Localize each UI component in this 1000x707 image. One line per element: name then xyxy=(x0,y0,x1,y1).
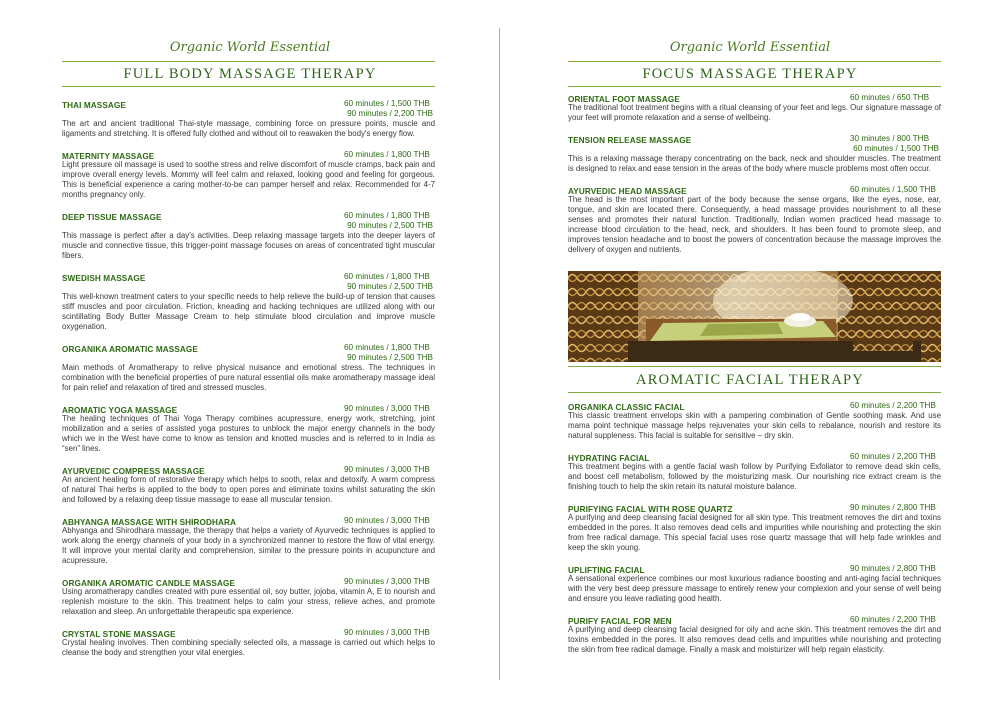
treatment-price: 60 minutes / 1,500 THB xyxy=(344,99,430,108)
treatment-item xyxy=(568,134,941,174)
treatment-description: This treatment begins with a gentle facial wash follow by Purifying Exfoliator to remove dead skin cells, and boost cell metabolism, followed by the moisturizing mask. Our nourishing rice extract cream is the finishing touch to help the skin retain its natural moisture balance. xyxy=(568,462,941,491)
treatment-name: UPLIFTING FACIAL xyxy=(568,566,645,575)
treatment-name: AROMATIC YOGA MASSAGE xyxy=(62,406,178,415)
treatment-name: PURIFY FACIAL FOR MEN xyxy=(568,617,672,626)
treatment-item xyxy=(568,503,941,553)
treatment-name: ORGANIKA AROMATIC CANDLE MASSAGE xyxy=(62,579,236,588)
treatment-header xyxy=(568,93,941,103)
treatment-description: This is a relaxing massage therapy concentrating on the back, neck and shoulder muscles. The treatment is designed to relax and ease tension in the areas of the body where muscle problems most often occur. xyxy=(568,154,941,173)
treatment-description: This massage is perfect after a day's activities. Deep relaxing massage targets into the deeper layers of muscle and connective tissue, this trigger-point massage focuses on areas of concentrated tight muscular fibers. xyxy=(62,231,435,260)
treatment-price: 90 minutes / 3,000 THB xyxy=(344,516,430,525)
treatment-description: A purifying and deep cleansing facial designed for all skin type. This treatment removes the dirt and toxins embedded in the pores. It also removes dead cells and impurities while nourishing and protecting the skin from free radical damage. This special facial uses rose quartz massage that will help fade wrinkles and keep the skin young. xyxy=(568,513,941,552)
spa-room-photo xyxy=(568,271,941,362)
treatment-name: AYURVEDIC HEAD MASSAGE xyxy=(568,187,687,196)
treatment-price: 60 minutes / 1,800 THB xyxy=(344,150,430,159)
treatment-description: The traditional foot treatment begins with a ritual cleansing of your feet and legs. Our signature massage of your feet will promote relaxation and a sense of wellbeing. xyxy=(568,103,941,122)
treatment-price-alt: 90 minutes / 2,500 THB xyxy=(347,353,433,362)
treatment-price: 30 minutes / 800 THB xyxy=(850,134,930,143)
treatment-name: ORGANIKA CLASSIC FACIAL xyxy=(568,403,685,412)
brand-script: Organic World Essential xyxy=(169,40,331,55)
treatment-name: ORIENTAL FOOT MASSAGE xyxy=(568,95,680,104)
treatment-description: A purifying and deep cleansing facial designed for oily and acne skin. This treatment removes the dirt and toxins embedded in the pores. It also removes dead cells and impurities while nourishing and protecting the skin from free radical damage. Finally a mask and moisturizer will help regain elasticity. xyxy=(568,625,941,654)
treatment-price: 60 minutes / 2,200 THB xyxy=(850,401,936,410)
treatment-description: Abhyanga and Shirodhara massage, the therapy that helps a variety of Ayurvedic techniques is applied to work along the energy channels of your body in a synchronized manner to restore the flow of vital energy. It will improve your mental clarity and comprehension, similar to the pressure points in acupuncture and acupressure. xyxy=(62,526,435,565)
treatment-name: MATERNITY MASSAGE xyxy=(62,152,155,161)
treatment-header xyxy=(568,134,941,144)
title-rule-bottom xyxy=(568,86,941,87)
treatment-price-alt: 90 minutes / 2,200 THB xyxy=(347,109,433,118)
treatment-description: Main methods of Aromatherapy to relive physical nuisance and emotional stress. The techniques in combination with the beneficial properties of pure natural essential oils make aromatherapy massage ideal for pain relief and relaxation of tired and stressed muscles. xyxy=(62,363,435,392)
treatment-description: Using aromatherapy candles created with pure essential oil, soy butter, jojoba, vitamin A, E to nourish and replenish moisture to the skin. This treatment helps to calm your stress, relieve aches, and promote relaxation and sleep. An unforgettable therapeutic spa experience. xyxy=(62,587,435,616)
treatment-price: 90 minutes / 3,000 THB xyxy=(344,628,430,637)
treatment-name: DEEP TISSUE MASSAGE xyxy=(62,213,162,222)
page-title: FULL BODY MASSAGE THERAPY xyxy=(123,66,377,82)
facial-title: AROMATIC FACIAL THERAPY xyxy=(636,372,864,388)
treatment-name: ABHYANGA MASSAGE WITH SHIRODHARA xyxy=(62,518,237,527)
treatment-description: The healing techniques of Thai Yoga Therapy combines acupressure, energy work, stretching, joint mobilization and a series of assisted yoga postures to unblock the major energy channels in the body which we in the West have come to know as tension and knotted muscles and is referred to in India as “sen” lines. xyxy=(62,414,435,453)
treatment-price: 90 minutes / 3,000 THB xyxy=(344,404,430,413)
treatment-name: HYDRATING FACIAL xyxy=(568,454,650,463)
treatment-price: 60 minutes / 1,800 THB xyxy=(344,272,430,281)
facial-rule-bottom xyxy=(568,392,941,393)
treatment-name: TENSION RELEASE MASSAGE xyxy=(568,136,692,145)
treatment-name: ORGANIKA AROMATIC MASSAGE xyxy=(62,345,198,354)
brand-script: Organic World Essential xyxy=(669,40,831,55)
treatment-price: 60 minutes / 1,500 THB xyxy=(850,185,936,194)
facial-list xyxy=(568,401,941,666)
treatment-name: THAI MASSAGE xyxy=(62,101,126,110)
treatment-name: PURIFYING FACIAL WITH ROSE QUARTZ xyxy=(568,505,733,514)
treatment-price-alt: 90 minutes / 2,500 THB xyxy=(347,282,433,291)
treatment-header xyxy=(568,401,941,411)
treatment-price: 60 minutes / 2,200 THB xyxy=(850,452,936,461)
treatment-description: A sensational experience combines our most luxurious radiance boosting and anti-aging facial techniques with the very best deep pressure massage to entirely renew your complexion and your sense of well being and ensure you leave radiating good health. xyxy=(568,574,941,603)
treatment-item xyxy=(568,185,941,255)
treatment-item xyxy=(568,615,941,655)
treatment-price: 90 minutes / 3,000 THB xyxy=(344,465,430,474)
treatment-price-alt: 60 minutes / 1,500 THB xyxy=(853,144,939,153)
treatment-header xyxy=(568,564,941,574)
treatment-header xyxy=(568,615,941,625)
treatment-description: An ancient healing form of restorative therapy which helps to sooth, relax and detoxify. A warm compress of natural Thai herbs is applied to the body to open pores and eliminate toxins whilst saturating the skin and followed by a relaxing deep tissue massage to ease all muscular tension. xyxy=(62,475,435,504)
treatment-description: Light pressure oil massage is used to soothe stress and relive discomfort of muscle cramps, back pain and improve overall energy levels. Mommy will feel calm and relaxed, looking good and feeling for gorgeous. This is beneficial experience a caring mother-to-be can pamper herself and relax. Recommended for 4-7 months pregnancy only. xyxy=(62,160,435,199)
treatment-price: 90 minutes / 2,800 THB xyxy=(850,503,936,512)
focus-list xyxy=(568,93,941,266)
treatment-item xyxy=(568,452,941,492)
treatment-description: This classic treatment envelops skin with a pampering combination of Gentle soothing mask. And use mama point technique massage helps rejuvenates your skin cells to rebalance, nourish and restore its natural suppleness. This facial is suitable for sensitive – dry skin. xyxy=(568,411,941,440)
facial-rule-top xyxy=(568,366,941,367)
treatment-item xyxy=(568,564,941,604)
title-rule-top xyxy=(568,61,941,62)
treatment-name: AYURVEDIC COMPRESS MASSAGE xyxy=(62,467,205,476)
treatment-description: This well-known treatment caters to your specific needs to help relieve the build-up of tension that causes stiff muscles and poor circulation. Friction, kneading and hacking techniques are utilized along with our scintillating Body Butter Massage Cream to help stimulate blood circulation and improve muscle oxygenation. xyxy=(62,292,435,331)
treatment-price: 60 minutes / 2,200 THB xyxy=(850,615,936,624)
treatment-price-alt: 90 minutes / 2,500 THB xyxy=(347,221,433,230)
treatment-header xyxy=(568,452,941,462)
treatment-description: The art and ancient traditional Thai-style massage, combining force on pressure points, muscle and ligaments and stretching. It is offered fully clothed and without oil to reawaken the body's energy flow. xyxy=(62,119,435,138)
treatment-price: 90 minutes / 3,000 THB xyxy=(344,577,430,586)
treatment-header xyxy=(568,185,941,195)
treatment-header xyxy=(568,503,941,513)
treatment-price: 60 minutes / 650 THB xyxy=(850,93,930,102)
treatment-item xyxy=(568,93,941,123)
treatment-description: The head is the most important part of the body because the sense organs, like the eyes, nose, ear, tongue, and skin are located there. Consequently, a head massage provides nourishment to all these senses and promotes their natural function. Traditionally, Indian women practiced head massage to increase blood circulation to the head, neck, and shoulders. It has been found to promote sleep, and improves tension headache and to boost the powers of concentration because the massage improves the delivery of oxygen and nutrients. xyxy=(568,195,941,254)
treatment-name: CRYSTAL STONE MASSAGE xyxy=(62,630,176,639)
treatment-name: SWEDISH MASSAGE xyxy=(62,274,146,283)
treatment-price: 60 minutes / 1,800 THB xyxy=(344,343,430,352)
treatment-description: Crystal healing involves. Then combining specially selected oils, a massage is carried out which helps to cleanse the body and strengthen your vital energies. xyxy=(62,638,435,657)
treatment-price: 90 minutes / 2,800 THB xyxy=(850,564,936,573)
treatment-price: 60 minutes / 1,800 THB xyxy=(344,211,430,220)
treatment-item xyxy=(568,401,941,441)
page-title: FOCUS MASSAGE THERAPY xyxy=(642,66,858,82)
